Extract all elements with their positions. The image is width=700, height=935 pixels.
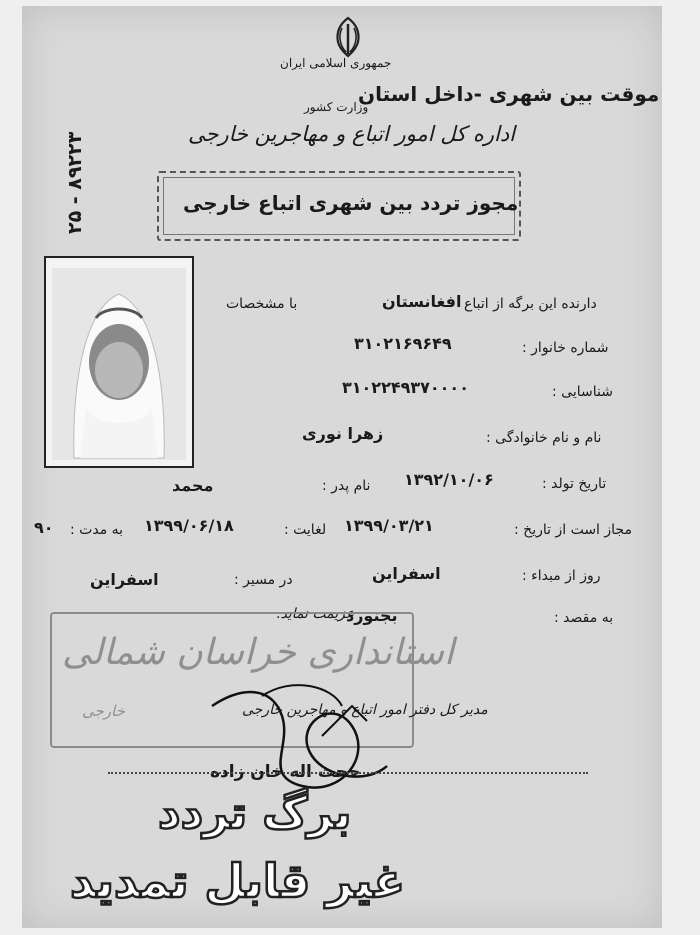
origin-value: اسفراین <box>372 564 441 583</box>
director-title: مدیر کل دفتر امور اتباع و مهاجرین خارجی <box>242 702 488 718</box>
household-label: شماره خانوار : <box>522 340 609 356</box>
valid-from-value: ۱۳۹۹/۰۳/۲۱ <box>344 516 434 535</box>
ministry-line: وزارت کشور <box>304 100 369 114</box>
duration-label: به مدت : <box>70 522 124 538</box>
portrait-image <box>46 258 192 466</box>
temporary-permit-line: موقت بین شهری -داخل استان <box>358 82 660 106</box>
emblem-caption: جمهوری اسلامی ایران <box>280 56 392 70</box>
birth-label: تاریخ تولد : <box>542 476 607 492</box>
travel-permit-document <box>22 6 662 928</box>
name-value: زهرا نوری <box>302 424 384 443</box>
stamp-main-text: استانداری خراسان شمالی <box>62 632 454 673</box>
holder-label: دارنده این برگه از اتباع <box>464 296 597 312</box>
holder-photo <box>44 256 194 468</box>
origin-label: روز از مبداء : <box>522 568 601 584</box>
permit-title: مجوز تردد بین شهری اتباع خارجی <box>183 191 519 215</box>
permit-title-box <box>157 171 521 241</box>
father-value: محمد <box>172 476 214 495</box>
valid-until-value: ۱۳۹۹/۰۶/۱۸ <box>144 516 234 535</box>
birth-value: ۱۳۹۲/۱۰/۰۶ <box>404 470 494 489</box>
destination-value: بجنورد <box>346 606 398 625</box>
iran-emblem-icon <box>328 14 368 60</box>
id-value: ۳۱۰۲۲۴۹۳۷۰۰۰۰ <box>342 378 469 397</box>
route-value: اسفراین <box>90 570 159 589</box>
household-value: ۳۱۰۲۱۶۹۶۴۹ <box>354 334 452 353</box>
non-renewable-heading: غیر قابل تمدید <box>70 854 406 908</box>
department-heading: اداره کل امور اتباع و مهاجرین خارجی <box>188 122 516 146</box>
travel-note: عزیمت نماید. <box>276 606 355 622</box>
name-label: نام و نام خانوادگی : <box>486 430 602 446</box>
duration-value: ۹۰ <box>34 518 54 537</box>
route-label: در مسیر : <box>234 572 293 588</box>
signature-line <box>108 772 588 774</box>
id-label: شناسایی : <box>552 384 613 400</box>
destination-label: به مقصد : <box>554 610 614 626</box>
signatory-name: حجت اله خان زاده <box>210 762 361 782</box>
stamp-small-text: خارجی <box>82 702 125 720</box>
valid-from-label: مجاز است از تاریخ : <box>514 522 632 538</box>
nationality-value: افغانستان <box>382 292 462 311</box>
father-label: نام پدر : <box>322 478 371 494</box>
serial-number: ۲۵ - ۸۹۲۲۳ <box>64 131 86 234</box>
specs-label: با مشخصات <box>226 296 298 312</box>
permit-type-heading: برگ تردد <box>158 788 352 839</box>
valid-until-label: لغایت : <box>284 522 327 538</box>
